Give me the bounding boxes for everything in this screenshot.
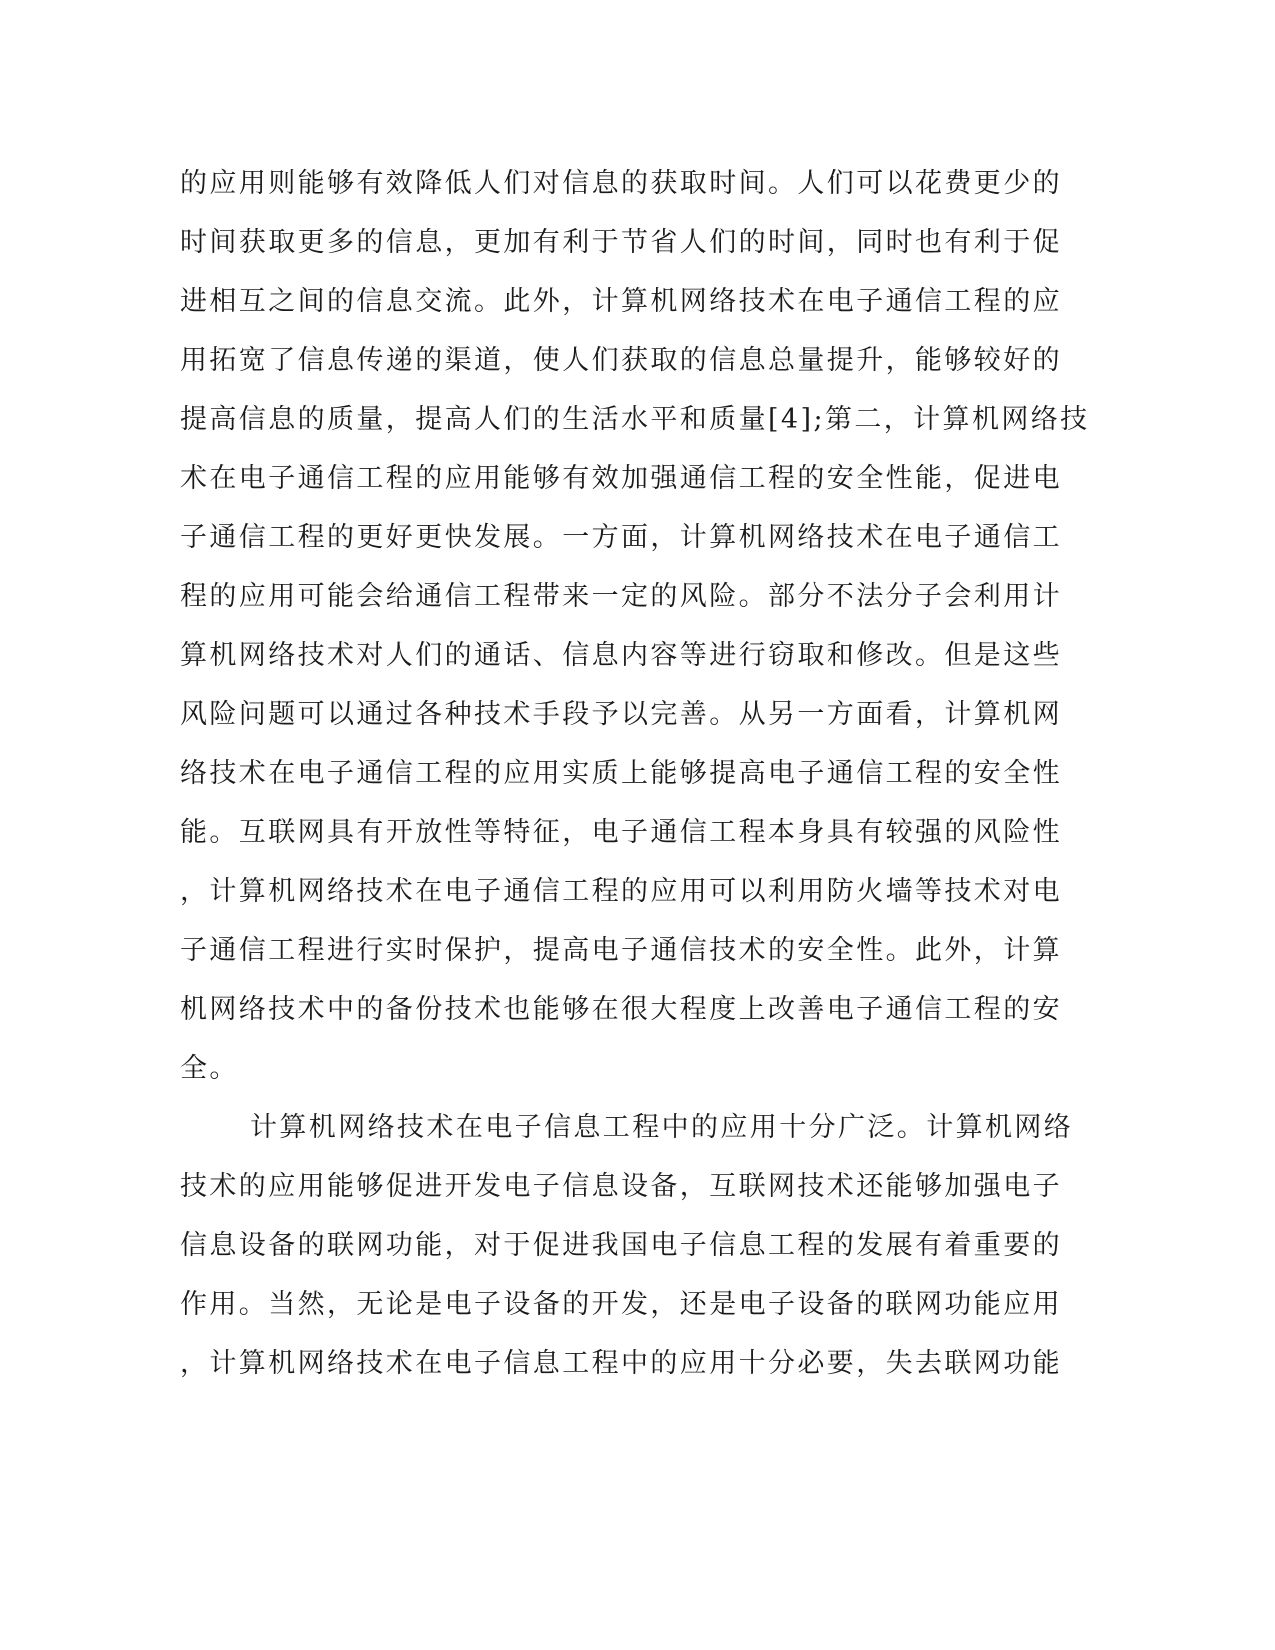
text-line: 提高信息的质量，提高人们的生活水平和质量[4];第二，计算机网络技: [180, 404, 1090, 435]
text-line: 能。互联网具有开放性等特征，电子通信工程本身具有较强的风险性: [180, 817, 1062, 848]
text-line: 的应用则能够有效降低人们对信息的获取时间。人们可以花费更少的: [180, 168, 1062, 199]
text-line: 风险问题可以通过各种技术手段予以完善。从另一方面看，计算机网: [180, 699, 1062, 730]
text-line: 全。: [180, 1053, 239, 1084]
paragraph-2: [180, 1098, 1074, 1393]
text-line: 程的应用可能会给通信工程带来一定的风险。部分不法分子会利用计: [180, 581, 1062, 612]
text-line: 算机网络技术对人们的通话、信息内容等进行窃取和修改。但是这些: [180, 640, 1062, 671]
text-line: 子通信工程进行实时保护，提高电子通信技术的安全性。此外，计算: [180, 935, 1062, 966]
text-line: 进相互之间的信息交流。此外，计算机网络技术在电子通信工程的应: [180, 286, 1062, 317]
text-line: ，计算机网络技术在电子通信工程的应用可以利用防火墙等技术对电: [180, 876, 1062, 907]
text-line: 时间获取更多的信息，更加有利于节省人们的时间，同时也有利于促: [180, 227, 1062, 258]
text-line: 机网络技术中的备份技术也能够在很大程度上改善电子通信工程的安: [180, 994, 1062, 1025]
text-line-indented: 计算机网络技术在电子信息工程中的应用十分广泛。计算机网络: [250, 1112, 1074, 1143]
text-line: 用拓宽了信息传递的渠道，使人们获取的信息总量提升，能够较好的: [180, 345, 1062, 376]
text-line: 技术的应用能够促进开发电子信息设备，互联网技术还能够加强电子: [180, 1171, 1062, 1202]
text-line: 子通信工程的更好更快发展。一方面，计算机网络技术在电子通信工: [180, 522, 1062, 553]
text-line: 络技术在电子通信工程的应用实质上能够提高电子通信工程的安全性: [180, 758, 1062, 789]
body-text: [180, 154, 1090, 1393]
text-line: 术在电子通信工程的应用能够有效加强通信工程的安全性能，促进电: [180, 463, 1062, 494]
text-line: 信息设备的联网功能，对于促进我国电子信息工程的发展有着重要的: [180, 1230, 1062, 1261]
paragraph-1: [180, 154, 1090, 1098]
text-line: 作用。当然，无论是电子设备的开发，还是电子设备的联网功能应用: [180, 1289, 1062, 1320]
text-line: ，计算机网络技术在电子信息工程中的应用十分必要，失去联网功能: [180, 1348, 1062, 1379]
